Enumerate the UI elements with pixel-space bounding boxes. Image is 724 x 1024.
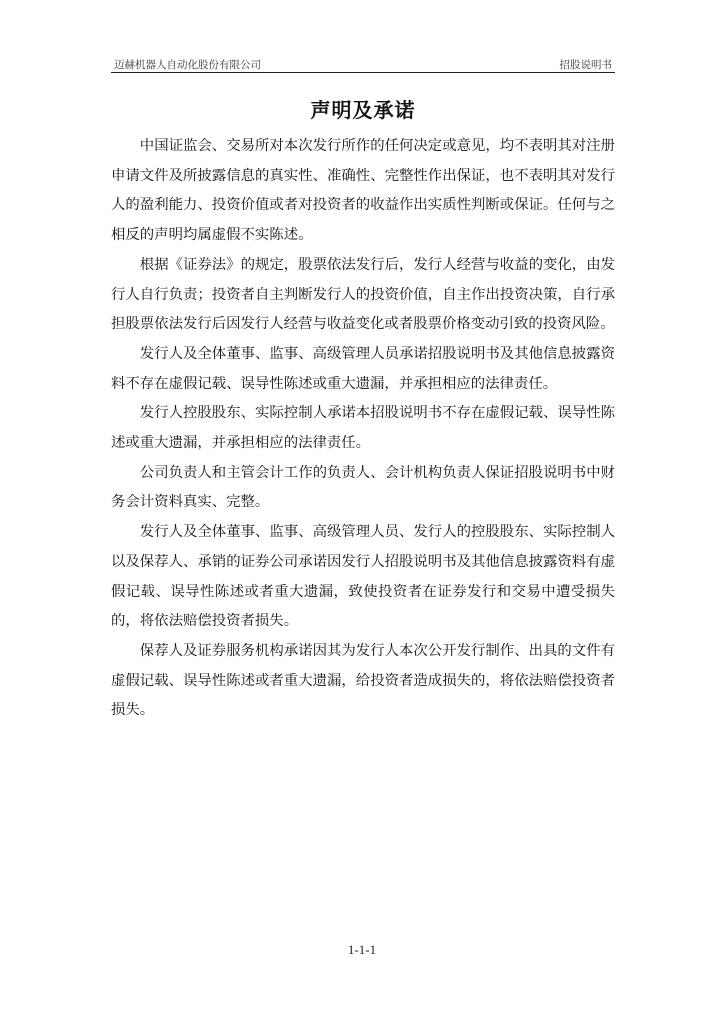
header-company-name: 迈赫机器人自动化股份有限公司 [114, 59, 261, 71]
paragraph-compensation-commitment: 发行人及全体董事、监事、高级管理人员、发行人的控股股东、实际控制人以及保荐人、承销的证券公司承诺因发行人招股说明书及其他信息披露资料有虚假记载、误导性陈述或者重大遗漏，致使投资者在证券发行和交易中遭受损失的，将依法赔偿投资者损失。 [111, 524, 615, 630]
paragraph-regulator-disclaimer: 中国证监会、交易所对本次发行所作的任何决定或意见，均不表明其对注册申请文件及所披露信息的真实性、准确性、完整性作出保证，也不表明其对发行人的盈利能力、投资价值或者对投资者的收益作出实质性判断或保证。任何与之相反的声明均属虚假不实陈述。 [111, 138, 615, 244]
header-document-type: 招股说明书 [559, 59, 612, 71]
page-number: 1-1-1 [347, 942, 377, 957]
paragraph-sponsor-commitment: 保荐人及证券服务机构承诺因其为发行人本次公开发行制作、出具的文件有虚假记载、误导性陈述或者重大遗漏，给投资者造成损失的，将依法赔偿投资者损失。 [111, 642, 615, 719]
paragraph-directors-commitment: 发行人及全体董事、监事、高级管理人员承诺招股说明书及其他信息披露资料不存在虚假记载、误导性陈述或重大遗漏，并承担相应的法律责任。 [111, 345, 615, 392]
page-header [111, 56, 615, 73]
paragraph-investment-risk: 根据《证券法》的规定，股票依法发行后，发行人经营与收益的变化，由发行人自行负责；投资者自主判断发行人的投资价值，自主作出投资决策，自行承担股票依法发行后因发行人经营与收益变化或者股票价格变动引致的投资风险。 [111, 256, 615, 333]
page-title: 声明及承诺 [310, 98, 416, 122]
document-body [111, 132, 615, 726]
paragraph-controlling-shareholder-commitment: 发行人控股股东、实际控制人承诺本招股说明书不存在虚假记载、误导性陈述或重大遗漏，并承担相应的法律责任。 [111, 405, 615, 452]
paragraph-financial-data-guarantee: 公司负责人和主管会计工作的负责人、会计机构负责人保证招股说明书中财务会计资料真实、完整。 [111, 464, 615, 511]
